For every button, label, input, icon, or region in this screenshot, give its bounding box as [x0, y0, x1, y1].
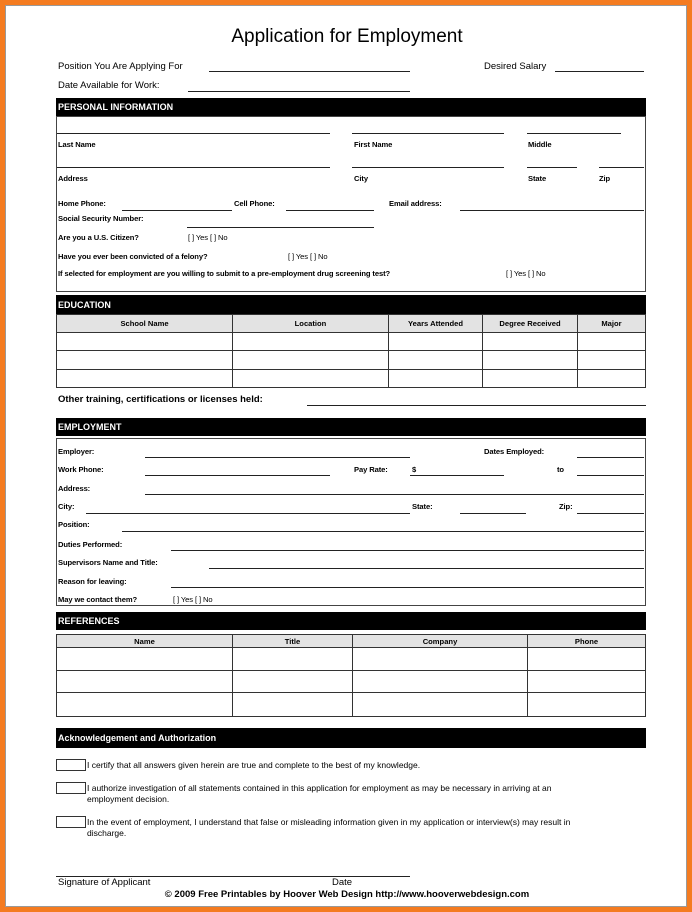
last-name-field[interactable]: [57, 133, 330, 134]
dates-from-field[interactable]: [577, 457, 644, 458]
address-label: Address:: [58, 484, 91, 493]
email-field[interactable]: [460, 210, 644, 211]
pay-rate-field[interactable]: [410, 475, 504, 476]
first-name-field[interactable]: [352, 133, 504, 134]
zip-field[interactable]: [599, 167, 644, 168]
position-field[interactable]: [209, 71, 410, 72]
col-school-name: School Name: [57, 315, 233, 333]
pay-rate-label: Pay Rate:: [354, 465, 388, 474]
dates-employed-label: Dates Employed:: [484, 447, 545, 456]
personal-info-box: [56, 116, 646, 292]
supervisor-field[interactable]: [209, 568, 644, 569]
reason-label: Reason for leaving:: [58, 577, 127, 586]
felony-label: Have you ever been convicted of a felony?: [58, 252, 208, 261]
duties-field[interactable]: [171, 550, 644, 551]
col-title: Title: [233, 635, 353, 648]
citizen-yes-no[interactable]: [ ] Yes [ ] No: [188, 233, 228, 242]
certify-checkbox[interactable]: [56, 759, 86, 771]
employer-address-field[interactable]: [145, 494, 644, 495]
work-phone-field[interactable]: [145, 475, 330, 476]
col-major: Major: [578, 315, 646, 333]
authorize-checkbox[interactable]: [56, 782, 86, 794]
references-table: [56, 634, 646, 717]
authorize-text: I authorize investigation of all statements contained in this application for employment as may be necessary in arriving at an employment decision.: [87, 783, 552, 804]
ssn-label: Social Security Number:: [58, 214, 144, 223]
home-phone-label: Home Phone:: [58, 199, 106, 208]
contact-yes-no[interactable]: [ ] Yes [ ] No: [173, 595, 213, 604]
education-header: EDUCATION: [56, 295, 646, 314]
table-row[interactable]: [57, 693, 646, 717]
page-title: Application for Employment: [231, 26, 463, 47]
position-label: Position:: [58, 520, 90, 529]
table-row[interactable]: [57, 333, 646, 351]
discharge-checkbox[interactable]: [56, 816, 86, 828]
first-name-label: First Name: [354, 140, 393, 149]
address-field[interactable]: [57, 167, 330, 168]
col-company: Company: [353, 635, 528, 648]
city-label: City:: [58, 502, 75, 511]
col-name: Name: [57, 635, 233, 648]
dollar-sign: $: [412, 465, 417, 474]
to-label: to: [557, 465, 564, 474]
drug-test-yes-no[interactable]: [ ] Yes [ ] No: [506, 269, 546, 278]
drug-test-label: If selected for employment are you willing to submit to a pre-employment drug screening test?: [58, 269, 391, 278]
col-degree: Degree Received: [483, 315, 578, 333]
acknowledgement-header: Acknowledgement and Authorization: [56, 728, 646, 748]
employment-box: [56, 438, 646, 606]
col-location: Location: [233, 315, 389, 333]
other-training-field[interactable]: [307, 405, 646, 406]
table-row[interactable]: [57, 351, 646, 370]
cell-phone-label: Cell Phone:: [234, 199, 275, 208]
salary-field[interactable]: [555, 71, 644, 72]
footer-copyright: © 2009 Free Printables by Hoover Web Design http://www.hooverwebdesign.com: [164, 889, 530, 900]
date-available-field[interactable]: [188, 91, 410, 92]
discharge-text: In the event of employment, I understand that false or misleading information given in my application or interview(s) may result in discharge.: [87, 817, 571, 838]
col-phone: Phone: [528, 635, 646, 648]
salary-label: Desired Salary: [484, 61, 547, 72]
employer-zip-field[interactable]: [577, 513, 644, 514]
cell-phone-field[interactable]: [286, 210, 374, 211]
signature-label: Signature of Applicant: [58, 877, 151, 888]
reason-field[interactable]: [171, 587, 644, 588]
other-training-label: Other training, certifications or licenses held:: [58, 394, 263, 405]
state-label: State:: [412, 502, 433, 511]
state-label: State: [528, 174, 547, 183]
date-label: Date: [332, 877, 353, 888]
state-field[interactable]: [527, 167, 577, 168]
citizen-label: Are you a U.S. Citizen?: [58, 233, 139, 242]
work-phone-label: Work Phone:: [58, 465, 104, 474]
city-field[interactable]: [352, 167, 504, 168]
city-label: City: [354, 174, 368, 183]
email-label: Email address:: [389, 199, 442, 208]
duties-label: Duties Performed:: [58, 540, 123, 549]
felony-yes-no[interactable]: [ ] Yes [ ] No: [288, 252, 328, 261]
table-row[interactable]: [57, 370, 646, 388]
date-available-label: Date Available for Work:: [58, 80, 160, 91]
ssn-field[interactable]: [187, 227, 374, 228]
position-label: Position You Are Applying For: [58, 61, 183, 72]
education-table: [56, 314, 646, 388]
contact-label: May we contact them?: [58, 595, 138, 604]
zip-label: Zip:: [559, 502, 573, 511]
employer-field[interactable]: [145, 457, 410, 458]
address-label: Address: [58, 174, 88, 183]
middle-label: Middle: [528, 140, 552, 149]
col-years-attended: Years Attended: [389, 315, 483, 333]
employment-header: EMPLOYMENT: [56, 418, 646, 436]
zip-label: Zip: [599, 174, 611, 183]
home-phone-field[interactable]: [122, 210, 232, 211]
employer-city-field[interactable]: [86, 513, 410, 514]
middle-field[interactable]: [527, 133, 621, 134]
table-row[interactable]: [57, 671, 646, 693]
table-row[interactable]: [57, 648, 646, 671]
personal-info-header: PERSONAL INFORMATION: [56, 98, 646, 116]
last-name-label: Last Name: [58, 140, 96, 149]
employer-state-field[interactable]: [460, 513, 526, 514]
references-header: REFERENCES: [56, 612, 646, 630]
dates-to-field[interactable]: [577, 475, 644, 476]
job-position-field[interactable]: [122, 531, 644, 532]
supervisor-label: Supervisors Name and Title:: [58, 558, 158, 567]
application-form: [5, 5, 687, 907]
employer-label: Employer:: [58, 447, 95, 456]
certify-text: I certify that all answers given herein are true and complete to the best of my knowledge.: [87, 760, 421, 770]
